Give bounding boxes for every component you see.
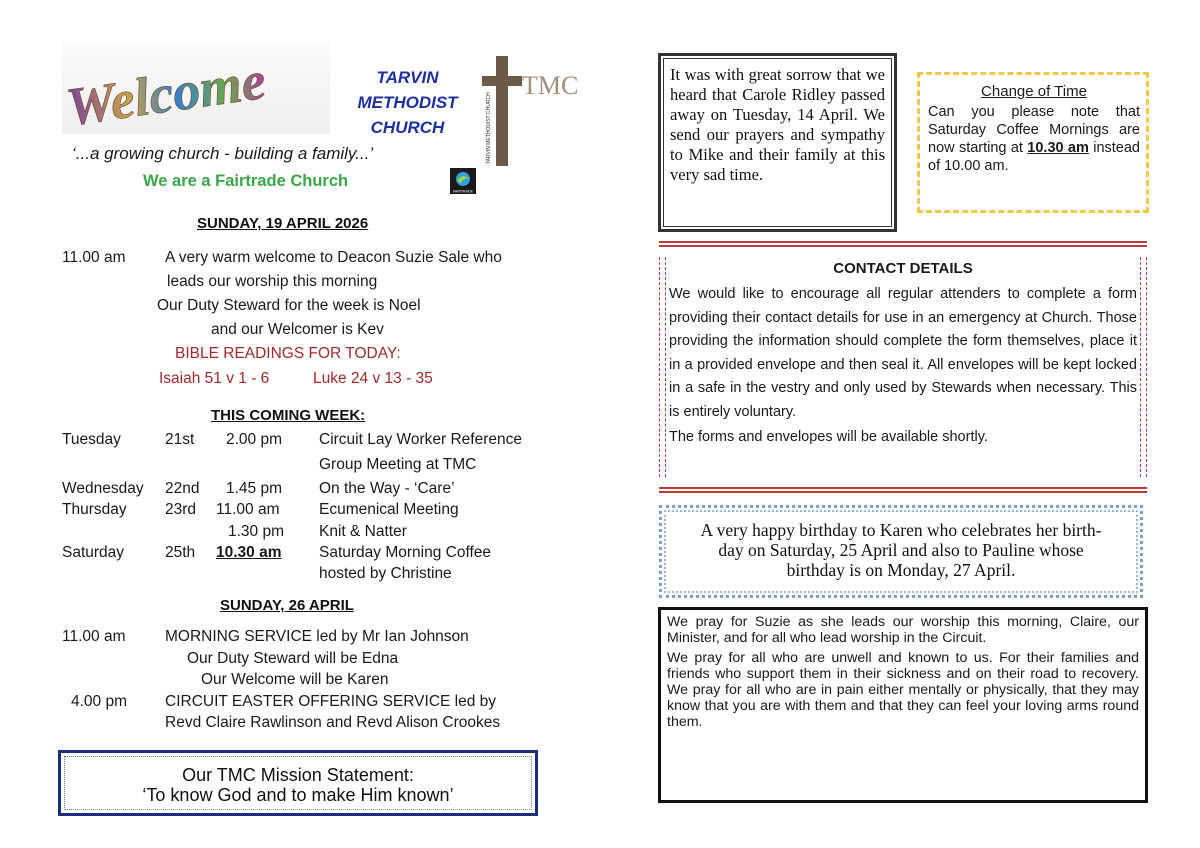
change-new-time: 10.30 am: [1027, 140, 1089, 156]
contact-details-body: We would like to encourage all regular attenders to complete a form providing their contact details for use in an emergency at Church. Those providing the information should complete the form themselves, place it in a provided envelope and then seal it. All envelopes will be kept locked in a safe in the vestry and only used by Stewards when necessary. This is entirely voluntary.: [669, 286, 1137, 420]
service-line: Our Duty Steward for the week is Noel: [157, 297, 421, 314]
prayer-notice: [658, 607, 1148, 803]
week-time: 2.00 pm: [226, 431, 283, 448]
change-body-text: Can you please note that Saturday Coffee Mornings are now starting at: [928, 104, 1140, 156]
cross-logo-letter: TMC: [522, 71, 579, 100]
church-name: [340, 65, 475, 140]
condolence-text: It was with great sorrow that we heard that Carole Ridley passed away on Tuesday, 14 April. We send our prayers and sympathy to Mike and their family at this very sad time.: [663, 58, 892, 227]
service-line: MORNING SERVICE led by Mr Ian Johnson: [165, 628, 469, 645]
welcome-logo-text: Welcome: [62, 50, 270, 138]
week-event: Group Meeting at TMC: [319, 456, 477, 473]
prayer-paragraph: We pray for all who are unwell and known to us. For their families and friends who support them in their sickness and on their road to recovery. We pray for all who are in pain either mentally or physically, that they may know that you are with them and that they can feel your loving arms round them.: [667, 650, 1139, 730]
week-date: 22nd: [165, 480, 200, 497]
service-line: Revd Claire Rawlinson and Revd Alison Crookes: [165, 714, 501, 731]
service-time: 11.00 am: [62, 628, 126, 645]
church-name-line: METHODIST: [357, 93, 458, 112]
week-time: 11.00 am: [216, 501, 280, 518]
change-of-time-title: Change of Time: [981, 83, 1087, 100]
week-event: Ecumenical Meeting: [319, 501, 459, 518]
contact-details-notice: [659, 241, 1147, 493]
week-date: 23rd: [165, 501, 197, 518]
birthday-text: [664, 510, 1138, 593]
service-line: leads our worship this morning: [167, 273, 378, 290]
mission-title: Our TMC Mission Statement:: [182, 765, 414, 785]
service-line: and our Welcomer is Kev: [211, 321, 384, 338]
contact-details-title: CONTACT DETAILS: [833, 260, 973, 277]
sunday-heading: SUNDAY, 19 APRIL 2026: [197, 215, 369, 232]
service-line: Our Duty Steward will be Edna: [187, 650, 399, 667]
week-time: 10.30 am: [216, 544, 282, 561]
sunday-heading: SUNDAY, 26 APRIL: [220, 597, 354, 614]
tagline: ‘...a growing church - building a family...’: [72, 144, 374, 163]
mission-statement-box: [58, 750, 538, 816]
service-time: 4.00 pm: [71, 693, 128, 710]
week-event: Knit & Natter: [319, 523, 407, 540]
change-of-time-body: [928, 103, 1140, 175]
week-event: hosted by Christine: [319, 565, 452, 582]
bible-reading: Isaiah 51 v 1 - 6: [159, 370, 270, 387]
fairtrade-icon: [450, 168, 476, 194]
week-time: 1.45 pm: [226, 480, 283, 497]
week-day: Thursday: [62, 501, 127, 518]
cross-logo-vertical-text: TARVIN METHODIST CHURCH: [486, 92, 492, 164]
week-day: Tuesday: [62, 431, 121, 448]
welcome-logo: [62, 42, 330, 138]
prayer-paragraph: We pray for Suzie as she leads our worship this morning, Claire, our Minister, and for all who lead worship in the Circuit.: [667, 614, 1139, 646]
week-event: Circuit Lay Worker Reference: [319, 431, 523, 448]
tmc-cross-logo: [478, 52, 579, 170]
readings-heading: BIBLE READINGS FOR TODAY:: [175, 345, 401, 362]
service-line: Our Welcome will be Karen: [201, 671, 389, 688]
birthday-line: birthday is on Monday, 27 April.: [786, 560, 1016, 580]
mission-statement: [64, 756, 532, 810]
mission-text: ‘To know God and to make Him known’: [142, 785, 454, 805]
service-line: CIRCUIT EASTER OFFERING SERVICE led by: [165, 693, 497, 710]
week-date: 21st: [165, 431, 195, 448]
birthday-line: day on Saturday, 25 April and also to Pauline whose: [718, 540, 1084, 560]
week-time: 1.30 pm: [228, 523, 285, 540]
fairtrade-logo-label: FAIRTRADE: [452, 189, 474, 194]
service-line: A very warm welcome to Deacon Suzie Sale who: [165, 249, 502, 266]
week-event: On the Way - ‘Care’: [319, 480, 455, 497]
change-body-text: instead of 10.00 am.: [928, 140, 1140, 174]
birthday-line: A very happy birthday to Karen who celebrates her birth-: [700, 520, 1102, 540]
week-date: 25th: [165, 544, 196, 561]
welcome-logo-art: [62, 42, 330, 138]
service-time: 11.00 am: [62, 249, 126, 266]
week-day: Wednesday: [62, 480, 144, 497]
fairtrade-statement: We are a Fairtrade Church: [143, 172, 349, 190]
change-of-time-notice: [917, 72, 1149, 213]
week-heading: THIS COMING WEEK:: [211, 407, 366, 424]
contact-details-footer: The forms and envelopes will be available shortly.: [669, 429, 988, 445]
church-name-line: TARVIN: [376, 68, 439, 87]
birthday-notice: [659, 505, 1143, 598]
church-name-line: CHURCH: [370, 118, 445, 137]
week-event: Saturday Morning Coffee: [319, 544, 492, 561]
week-day: Saturday: [62, 544, 125, 561]
condolence-notice: [658, 53, 897, 232]
bible-reading: Luke 24 v 13 - 35: [313, 370, 433, 387]
